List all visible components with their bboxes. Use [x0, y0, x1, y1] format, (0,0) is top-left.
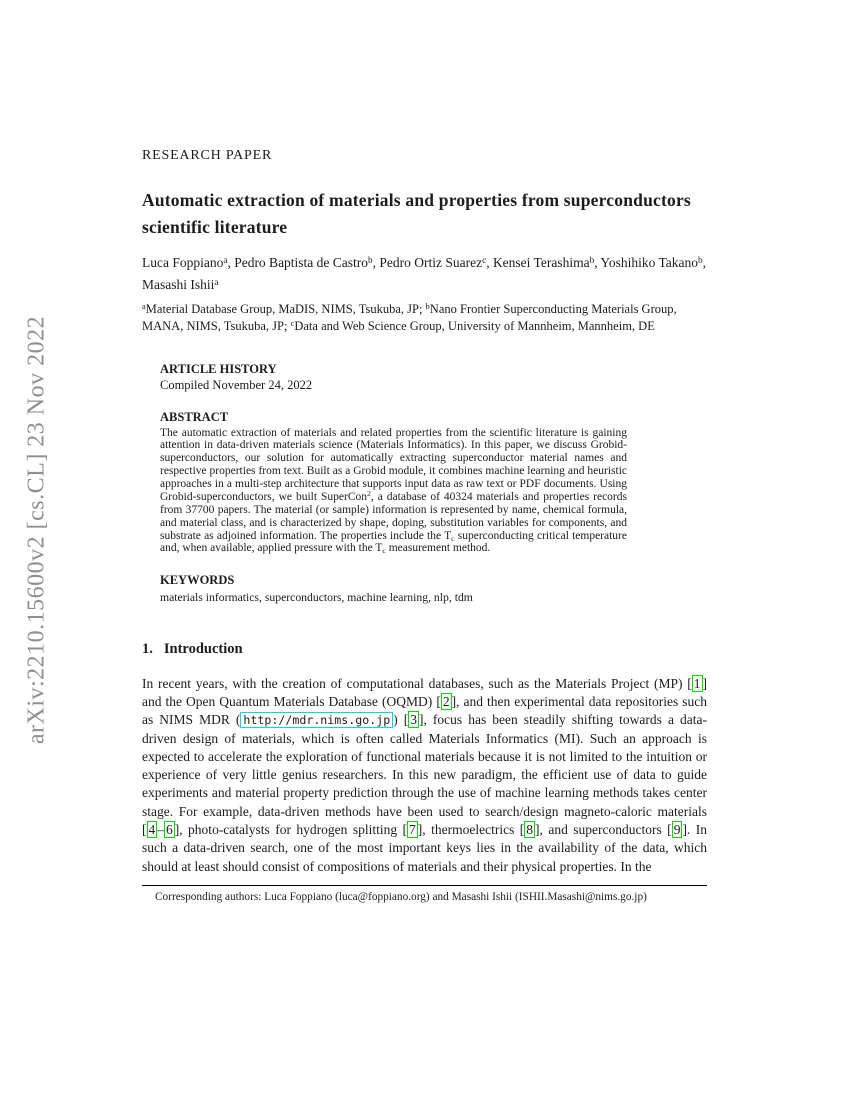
superscript: b — [425, 301, 430, 312]
citation-link[interactable]: 8 — [526, 822, 534, 838]
citation-link[interactable]: 7 — [409, 822, 416, 838]
section-1-heading — [142, 641, 707, 658]
article-history-heading: ARTICLE HISTORY — [160, 362, 277, 377]
abstract-section — [160, 409, 707, 555]
citation-link[interactable]: 6 — [166, 822, 173, 838]
citation-link[interactable]: 3 — [410, 712, 417, 728]
authors-line: Luca Foppiano$^a$, Pedro Baptista de Castro$^b$, Pedro Ortiz Suarez$^c$, Kensei Terashima$^b$, Yoshihiko Takano$^b$, Masashi Ishii$^a$ — [142, 255, 706, 293]
corresponding-authors-note: Corresponding authors: Luca Foppiano (luca@foppiano.org) and Masashi Ishii (ISHII.Masashi@nims.go.jp) — [155, 890, 647, 903]
research-paper-label: RESEARCH PAPER — [142, 148, 273, 163]
compiled-date: Compiled November 24, 2022 — [160, 378, 313, 393]
arxiv-watermark: arXiv:2210.15600v2 [cs.CL] 23 Nov 2022 — [23, 315, 50, 745]
superscript: a — [142, 301, 146, 312]
superscript: a — [223, 255, 228, 266]
paper-content — [142, 148, 707, 903]
url-link[interactable]: http://mdr.nims.go.jp — [240, 712, 393, 728]
citation-link[interactable]: 4 — [148, 822, 156, 838]
superscript: a — [214, 276, 219, 287]
citation-link[interactable]: 1 — [693, 675, 701, 691]
superscript: b — [589, 255, 595, 266]
superscript: 2 — [367, 489, 371, 499]
abstract-heading: ABSTRACT — [160, 410, 229, 425]
superscript: b — [698, 255, 703, 266]
affiliations: $^a$Material Database Group, MaDIS, NIMS, Tsukuba, JP; $^b$Nano Frontier Superconducting Materials Group, MANA, NIMS, Tsukuba, JP; $^c$Data and Web Science Group, University of Mannheim, Mannheim, DE — [142, 301, 677, 333]
superscript: c — [482, 255, 487, 266]
intro-paragraph: In recent years, with the creation of computational databases, such as the Materials Project (MP) [ 1 ] and the Open Quantum Materials Database (OQMD) [ 2 ], and then experimental data repositories such as NIMS MDR ( http://mdr.nims.go.jp ) [ 3 ], focus has been steadily shifting towards a data-driven design of materials, which is often called Materials Informatics (MI). Such an approach is expected to accelerate the exploration of functional materials because it is not limited to the intuition or experience of very little genius researchers. In this new paradigm, the efficient use of data to guide experiments and material property prediction through the use of machine learning methods takes center stage. For example, data-driven methods have been used to search/design magneto-caloric materials [ 4 – 6 ], photo-catalysts for hydrogen splitting [ 7 ], thermoelectrics [ 8 ], and superconductors [ 9 ]. In such a data-driven search, one of the most important keys lies in the availability of the data, which should at least should consist of compositions of materials and their physical properties. In the — [142, 675, 707, 874]
superscript: c — [290, 317, 295, 328]
section-number: 1. — [142, 640, 153, 657]
keywords-list: materials informatics, superconductors, machine learning, nlp, tdm — [160, 590, 473, 604]
keywords-section — [160, 572, 707, 604]
paper-title: Automatic extraction of materials and properties from superconductors scientific literature — [142, 190, 691, 238]
section-title: Introduction — [163, 640, 243, 657]
superscript: b — [368, 255, 373, 266]
footnote-divider — [142, 885, 707, 886]
keywords-heading: KEYWORDS — [160, 573, 235, 588]
subscript: c — [382, 546, 386, 556]
citation-link[interactable]: 2 — [442, 694, 450, 710]
subscript: c — [451, 533, 455, 543]
citation-link[interactable]: 9 — [673, 822, 681, 838]
article-history-section — [160, 361, 707, 394]
abstract-body: The automatic extraction of materials and related properties from the scientific literature is gaining attention in data-driven materials science (Materials Informatics). In this paper, we discuss Grobid-superconductors, our solution for automatically extracting superconductor material names and respective properties from text. Built as a Grobid module, it combines machine learning and heuristic approaches in a multi-step architecture that supports input data as raw text or PDF documents. Using Grobid-superconductors, we built SuperCon$^2$, a database of 40324 materials and properties records from 37700 papers. The material (or sample) information is represented by name, chemical formula, and material class, and is characterized by shape, doping, substitution variables for components, and substrate as adjoined information. The properties include the Tc superconducting critical temperature and, when available, applied pressure with the Tc measurement method. — [160, 426, 627, 556]
